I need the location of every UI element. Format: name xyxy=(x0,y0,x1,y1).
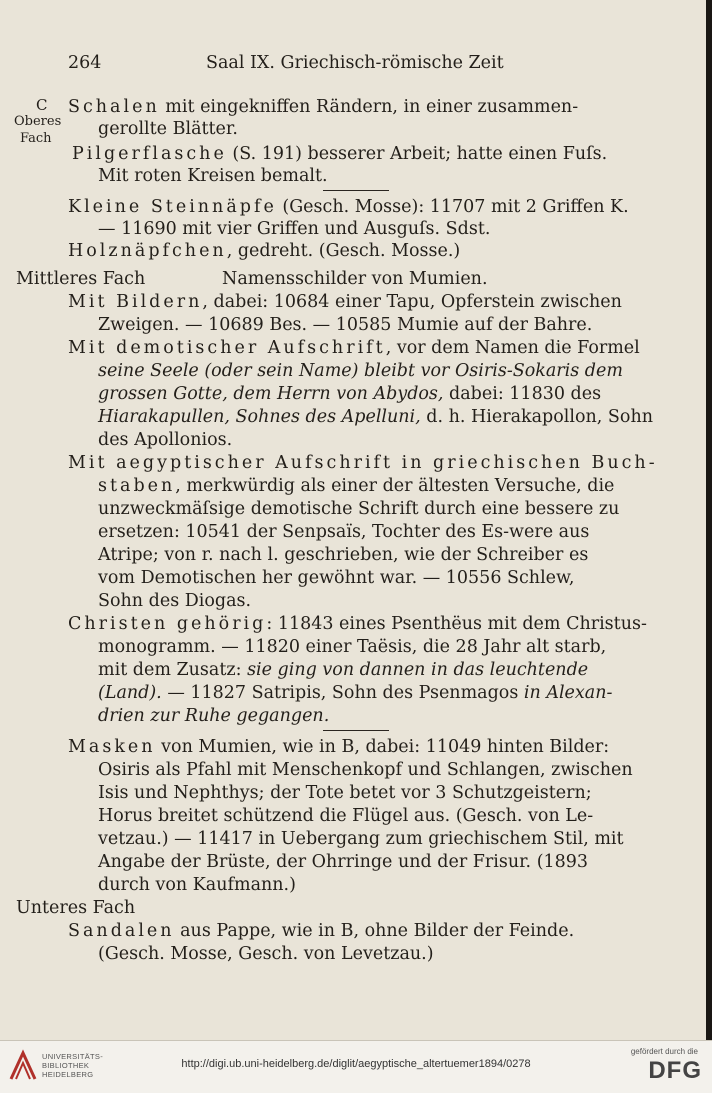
text-line: Osiris als Pfahl mit Menschenkopf und Schlangen, zwischen xyxy=(98,760,633,780)
text-line: des Apollonios. xyxy=(98,430,233,450)
page-number: 264 xyxy=(68,53,102,73)
text-line: vetzau.) — 11417 in Uebergang zum griechischem Stil, mit xyxy=(98,829,624,849)
text-line: Sandalen aus Pappe, wie in B, ohne Bilder der Feinde. xyxy=(68,921,575,941)
text-line: grossen Gotte, dem Herrn von Abydos, dabei: 11830 des xyxy=(98,384,602,404)
section-label: Mittleres Fach xyxy=(16,269,146,289)
text-line: ersetzen: 10541 der Senpsaïs, Tochter des Es-were aus xyxy=(98,522,590,542)
text-line: Atripe; von r. nach l. geschrieben, wie der Schreiber es xyxy=(98,545,589,565)
text-line: (Land). — 11827 Satripis, Sohn des Psenmagos in Alexan- xyxy=(98,683,613,703)
text-line: seine Seele (oder sein Name) bleibt vor Osiris-Sokaris dem xyxy=(98,361,623,381)
text-line: monogramm. — 11820 einer Taësis, die 28 Jahr alt starb, xyxy=(98,637,607,657)
divider-rule xyxy=(323,190,389,191)
text-line: Schalen mit eingekniffen Rändern, in einer zusammen- xyxy=(68,97,579,117)
funding-note: gefördert durch die xyxy=(630,1047,698,1056)
sidebar-letter: C xyxy=(36,96,48,114)
text-line: Pilgerflasche (S. 191) besserer Arbeit; hatte einen Fuſs. xyxy=(72,144,608,164)
text-line: Zweigen. — 10689 Bes. — 10585 Mumie auf der Bahre. xyxy=(98,315,593,335)
text-line: Masken von Mumien, wie in B, dabei: 11049 hinten Bilder: xyxy=(68,737,610,757)
text-line: staben, merkwürdig als einer der ältesten Versuche, die xyxy=(98,476,615,496)
text-line: gerollte Blätter. xyxy=(98,119,238,139)
section-label: Unteres Fach xyxy=(16,898,136,918)
library-name-line3: HEIDELBERG xyxy=(42,1070,94,1079)
text-line: Angabe der Brüste, der Ohrringe und der Frisur. (1893 xyxy=(98,852,589,872)
text-line: Mit demotischer Aufschrift, vor dem Namen die Formel xyxy=(68,338,640,358)
text-line: Kleine Steinnäpfe (Gesch. Mosse): 11707 mit 2 Griffen K. xyxy=(68,197,629,217)
text-line: drien zur Ruhe gegangen. xyxy=(98,706,330,726)
running-title: Saal IX. Griechisch-römische Zeit xyxy=(206,53,504,73)
text-line: unzweckmäſsige demotische Schrift durch eine bessere zu xyxy=(98,499,620,519)
library-name-line2: BIBLIOTHEK xyxy=(42,1061,90,1070)
text-line: Sohn des Diogas. xyxy=(98,591,252,611)
section-heading: Namensschilder von Mumien. xyxy=(222,269,488,289)
text-line: Christen gehörig: 11843 eines Psenthëus mit dem Christus- xyxy=(68,614,647,634)
text-line: (Gesch. Mosse, Gesch. von Levetzau.) xyxy=(98,944,434,964)
text-line: Holznäpfchen, gedreht. (Gesch. Mosse.) xyxy=(68,241,461,261)
text-line: Mit Bildern, dabei: 10684 einer Tapu, Opferstein zwischen xyxy=(68,292,622,312)
divider-rule xyxy=(323,730,389,731)
text-line: vom Demotischen her gewöhnt war. — 10556 Schlew, xyxy=(98,568,575,588)
sidebar-oberes: Oberes xyxy=(14,114,62,129)
library-name-line1: UNIVERSITÄTS- xyxy=(42,1052,103,1061)
sidebar-fach: Fach xyxy=(20,131,52,146)
source-url-link[interactable]: http://digi.ub.uni-heidelberg.de/diglit/aegyptische_altertuemer1894/0278 xyxy=(181,1058,531,1070)
dfg-logo: DFG xyxy=(648,1057,702,1084)
text-line: mit dem Zusatz: sie ging von dannen in das leuchtende xyxy=(98,660,589,680)
footer-bar xyxy=(0,1040,712,1093)
text-line: Horus breitet schützend die Flügel aus. (Gesch. von Le- xyxy=(98,806,594,826)
text-line: Mit aegyptischer Aufschrift in griechischen Buch- xyxy=(68,453,658,473)
text-line: durch von Kaufmann.) xyxy=(98,875,296,895)
text-line: Hiarakapullen, Sohnes des Apelluni, d. h. Hierakapollon, Sohn xyxy=(98,407,653,427)
text-line: Mit roten Kreisen bemalt. xyxy=(98,166,328,186)
text-line: — 11690 mit vier Griffen und Ausguſs. Sdst. xyxy=(98,219,491,239)
text-line: Isis und Nephthys; der Tote betet vor 3 Schutzgeistern; xyxy=(98,783,592,803)
